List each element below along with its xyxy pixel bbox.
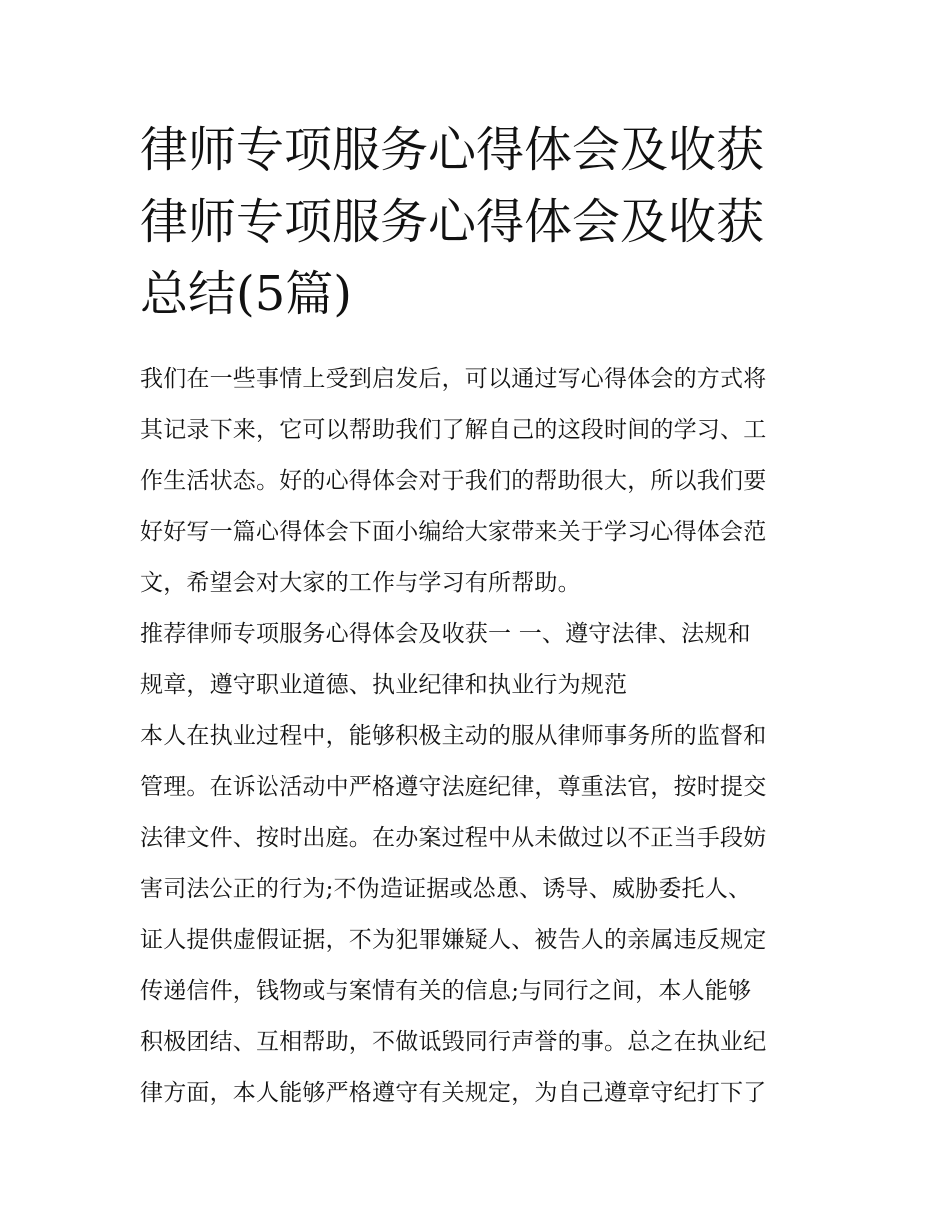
body-line: 规章，遵守职业道德、执业纪律和执业行为规范 [140, 672, 628, 698]
title-line: 律师专项服务心得体会及收获 [140, 194, 765, 250]
body-line: 本人在执业过程中，能够积极主动的服从律师事务所的监督和 [140, 723, 767, 749]
body-line: 积极团结、互相帮助，不做诋毁同行声誉的事。总之在执业纪 [140, 1029, 767, 1055]
body-line: 管理。在诉讼活动中严格遵守法庭纪律，尊重法官，按时提交 [140, 774, 767, 800]
body-line: 害司法公正的行为;不伪造证据或怂恿、诱导、威胁委托人、 [140, 876, 752, 902]
body-line: 证人提供虚假证据，不为犯罪嫌疑人、被告人的亲属违反规定 [140, 927, 767, 953]
body-line: 法律文件、按时出庭。在办案过程中从未做过以不正当手段妨 [140, 825, 767, 851]
document-title [140, 114, 840, 330]
body-line: 文，希望会对大家的工作与学习有所帮助。 [140, 570, 581, 596]
body-line: 我们在一些事情上受到启发后，可以通过写心得体会的方式将 [140, 366, 767, 392]
body-line: 作生活状态。好的心得体会对于我们的帮助很大，所以我们要 [140, 468, 767, 494]
body-line: 好好写一篇心得体会下面小编给大家带来关于学习心得体会范 [140, 519, 767, 545]
body-line: 推荐律师专项服务心得体会及收获一 一、遵守法律、法规和 [140, 621, 751, 647]
title-line: 总结(5篇) [140, 266, 352, 322]
document-body [140, 354, 840, 1119]
title-line: 律师专项服务心得体会及收获 [140, 122, 765, 178]
body-line: 其记录下来，它可以帮助我们了解自己的这段时间的学习、工 [140, 417, 767, 443]
body-line: 律方面，本人能够严格遵守有关规定，为自己遵章守纪打下了 [140, 1080, 767, 1106]
body-line: 传递信件，钱物或与案情有关的信息;与同行之间，本人能够 [140, 978, 752, 1004]
